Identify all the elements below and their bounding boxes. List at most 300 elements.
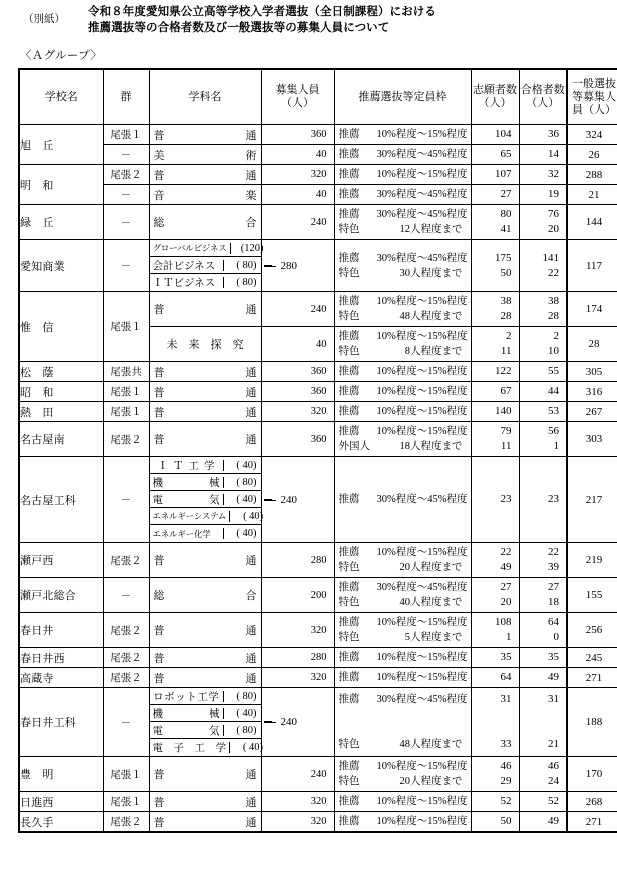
applicants-cell	[471, 185, 519, 205]
quota-kind: 推薦	[338, 331, 360, 342]
capacity-value-wrap	[262, 366, 334, 377]
general-capacity-value: 21	[588, 188, 600, 201]
gun-value: 尾張２	[103, 668, 149, 688]
capacity-value: 200	[310, 589, 327, 601]
quota-value: 20人程度まで	[399, 562, 463, 573]
gun-value: 尾張２	[103, 543, 149, 578]
quota-lines	[335, 125, 471, 144]
general-capacity-value: 28	[588, 338, 600, 350]
department-group-item	[150, 274, 261, 291]
school-name: 春日井西	[19, 648, 103, 668]
passed-lines	[520, 812, 567, 831]
passed-lines	[520, 402, 567, 421]
passed-cell	[519, 402, 567, 422]
capacity-value: 320	[310, 796, 327, 807]
applicants-value: 41	[500, 223, 512, 235]
col-header-school: 学校名	[19, 69, 103, 125]
applicants-lines	[472, 292, 519, 326]
passed-value: 2	[553, 330, 559, 342]
passed-lines	[520, 165, 567, 184]
applicants-value: 11	[500, 345, 512, 357]
col-header-general	[567, 69, 617, 125]
quota-lines	[335, 185, 471, 204]
general-capacity-cell	[567, 165, 617, 185]
quota-kind: 推薦	[338, 296, 360, 307]
quota-value: 20人程度まで	[399, 776, 463, 787]
passed-lines	[520, 205, 567, 239]
passed-value	[520, 707, 567, 722]
quota-kind: 特色	[338, 562, 360, 573]
quota-value: 30%程度～45%程度	[376, 189, 468, 200]
quota-cell	[334, 327, 471, 362]
col-header-passed-line2: （人）	[526, 97, 560, 109]
applicants-lines	[472, 490, 519, 509]
applicants-value: 38	[500, 295, 512, 307]
quota-cell	[334, 648, 471, 668]
department-cell	[149, 648, 261, 668]
table-row	[19, 578, 617, 613]
general-capacity-value: 324	[585, 128, 603, 141]
quota-kind: 特色	[338, 597, 360, 608]
passed-lines	[520, 578, 567, 612]
quota-cell	[334, 402, 471, 422]
col-header-general-line2: 等募集人	[572, 90, 616, 103]
passed-value: 49	[548, 815, 559, 827]
general-capacity-value: 170	[585, 768, 603, 780]
general-capacity-cell	[567, 125, 617, 145]
applicants-value: 122	[495, 365, 512, 377]
passed-value: 39	[548, 561, 559, 573]
table-row	[19, 422, 617, 457]
applicants-value: 35	[500, 651, 512, 663]
table-row	[19, 240, 617, 292]
gun-value: 尾張１	[103, 792, 149, 812]
capacity-cell	[261, 402, 334, 422]
capacity-cell	[261, 240, 334, 292]
applicants-value	[472, 722, 519, 737]
capacity-cell	[261, 613, 334, 648]
department-group-item	[150, 688, 261, 705]
department-group-item	[150, 739, 261, 756]
general-capacity-value: 117	[585, 259, 603, 272]
department-capacity: ( 40)	[223, 708, 261, 719]
passed-lines	[520, 792, 567, 811]
passed-cell	[519, 648, 567, 668]
department-group-item	[150, 240, 264, 257]
table-row	[19, 145, 617, 165]
applicants-cell	[471, 457, 519, 543]
department-capacity: ( 80)	[223, 691, 261, 702]
table-row	[19, 792, 617, 812]
capacity-value: 40	[316, 338, 327, 350]
capacity-value-wrap	[262, 769, 334, 780]
applicants-cell	[471, 812, 519, 833]
general-capacity-cell	[567, 688, 617, 757]
department-capacity: ( 40)	[223, 528, 261, 539]
quota-kind: 推薦	[338, 129, 360, 140]
applicants-value: 22	[500, 546, 512, 558]
quota-line	[335, 147, 471, 162]
passed-cell	[519, 578, 567, 613]
applicants-value: 52	[500, 795, 512, 807]
school-name: 名古屋南	[19, 422, 103, 457]
passed-cell	[519, 812, 567, 833]
department-name: Ｉ Ｔ 工 学	[157, 460, 215, 472]
gun-value: 尾張２	[103, 812, 149, 833]
quota-lines	[335, 382, 471, 401]
capacity-value-wrap	[262, 672, 334, 683]
quota-line	[335, 692, 471, 707]
quota-cell	[334, 812, 471, 833]
quota-kind: 推薦	[338, 189, 360, 200]
capacity-cell	[261, 668, 334, 688]
quota-value: 10%程度～15%程度	[376, 547, 468, 558]
applicants-lines	[472, 249, 519, 283]
general-capacity-value: 303	[585, 433, 603, 445]
school-name: 旭 丘	[19, 125, 103, 165]
department-name: 未 来 探 究	[166, 339, 244, 351]
school-name: 瀬戸北総合	[19, 578, 103, 613]
quota-cell	[334, 145, 471, 165]
general-capacity-cell	[567, 185, 617, 205]
capacity-value: 240	[310, 768, 327, 780]
general-capacity-cell	[567, 757, 617, 792]
capacity-cell	[261, 205, 334, 240]
passed-value: 22	[548, 266, 559, 279]
school-name: 瀬戸西	[19, 543, 103, 578]
applicants-cell	[471, 382, 519, 402]
gun-value: 尾張１	[103, 292, 149, 362]
applicants-cell	[471, 613, 519, 648]
department-capacity: ( 40)	[223, 460, 261, 471]
quota-line	[335, 207, 471, 222]
quota-kind: 推薦	[338, 366, 360, 377]
quota-cell	[334, 668, 471, 688]
quota-lines	[335, 327, 471, 361]
passed-lines	[520, 185, 567, 204]
passed-value: 53	[548, 405, 559, 417]
department-capacity: ( 40)	[223, 494, 261, 505]
general-capacity-value: 144	[585, 216, 603, 228]
department-group-item	[150, 474, 261, 491]
passed-cell	[519, 382, 567, 402]
quota-cell	[334, 613, 471, 648]
department-group-list	[150, 688, 261, 756]
quota-value: 10%程度～15%程度	[376, 386, 468, 397]
general-capacity-cell	[567, 668, 617, 688]
quota-lines	[335, 792, 471, 811]
applicants-value: 23	[500, 493, 512, 505]
capacity-cell	[261, 145, 334, 165]
capacity-value: 280	[310, 652, 327, 663]
capacity-cell	[261, 457, 334, 543]
quota-line	[335, 167, 471, 182]
passed-lines	[520, 543, 567, 577]
quota-cell	[334, 422, 471, 457]
col-header-general-line3: 員（人）	[572, 103, 616, 116]
gun-value: 尾張２	[103, 422, 149, 457]
department-name: 会計ビジネス	[152, 260, 216, 272]
quota-kind: 推薦	[338, 494, 360, 505]
document-title	[88, 5, 436, 36]
department-cell	[149, 668, 261, 688]
department-cell	[149, 543, 261, 578]
gun-value: 尾張共	[103, 362, 149, 382]
group-label: 〈Ａグループ〉	[20, 50, 103, 62]
school-name: 名古屋工科	[19, 457, 103, 543]
table-row	[19, 362, 617, 382]
quota-line	[335, 222, 471, 237]
applicants-cell	[471, 292, 519, 327]
quota-line	[335, 737, 471, 752]
passed-value: 22	[548, 546, 559, 558]
department-cell	[149, 578, 261, 613]
quota-line	[335, 294, 471, 309]
table-body	[19, 125, 617, 833]
quota-lines	[335, 757, 471, 791]
quota-kind: 推薦	[338, 209, 360, 220]
applicants-cell	[471, 668, 519, 688]
quota-kind: 推薦	[338, 761, 360, 772]
capacity-cell	[261, 812, 334, 833]
department-cell	[149, 240, 264, 292]
department-group-item	[150, 491, 261, 508]
department-capacity: ( 40)	[229, 511, 267, 522]
general-capacity-value: 188	[585, 716, 603, 728]
department-group-item	[150, 457, 261, 474]
department-name: 普 通	[153, 304, 257, 316]
department-cell	[149, 327, 261, 362]
passed-cell	[519, 668, 567, 688]
department-name: 普 通	[153, 434, 257, 446]
quota-value: 5人程度まで	[404, 632, 463, 643]
capacity-brace-cell	[262, 259, 334, 273]
applicants-value: 29	[500, 775, 512, 787]
department-name: 総 合	[153, 217, 257, 229]
quota-kind: 推薦	[338, 672, 360, 683]
applicants-cell	[471, 327, 519, 362]
passed-cell	[519, 125, 567, 145]
general-capacity-value: 268	[585, 795, 603, 808]
capacity-value-wrap	[262, 652, 334, 663]
quota-value: 10%程度～15%程度	[376, 406, 468, 417]
passed-cell	[519, 205, 567, 240]
col-header-capacity-line1: 募集人員	[275, 84, 320, 96]
general-capacity-cell	[567, 812, 617, 833]
department-cell	[149, 402, 261, 422]
quota-lines	[335, 648, 471, 667]
col-header-applicants-line2: （人）	[478, 97, 512, 109]
capacity-cell	[261, 792, 334, 812]
department-name: 普 通	[153, 406, 257, 419]
school-name: 高蔵寺	[19, 668, 103, 688]
group-brace-icon	[264, 499, 272, 501]
applicants-value: 140	[495, 405, 512, 417]
general-capacity-cell	[567, 145, 617, 165]
quota-cell	[334, 185, 471, 205]
department-name: 普 通	[153, 386, 257, 399]
applicants-cell	[471, 165, 519, 185]
quota-line	[335, 794, 471, 809]
quota-line	[335, 424, 471, 439]
capacity-value-wrap	[262, 304, 334, 315]
school-name: 惟 信	[19, 292, 103, 362]
table-row	[19, 125, 617, 145]
capacity-value-wrap	[262, 406, 334, 417]
passed-value: 21	[548, 738, 559, 750]
passed-lines	[520, 327, 567, 361]
capacity-value: 360	[310, 366, 327, 377]
general-capacity-value: 26	[588, 148, 600, 161]
quota-kind: 推薦	[338, 406, 360, 417]
department-group-item	[150, 508, 264, 525]
quota-line	[335, 266, 471, 281]
department-cell	[149, 812, 261, 833]
applicants-lines	[472, 402, 519, 421]
quota-value: 40人程度まで	[399, 597, 463, 608]
applicants-cell	[471, 205, 519, 240]
capacity-cell	[261, 578, 334, 613]
quota-lines	[335, 145, 471, 164]
table-row	[19, 185, 617, 205]
col-header-general-line1: 一般選抜	[572, 77, 616, 90]
applicants-cell	[471, 543, 519, 578]
quota-kind: 特色	[338, 776, 360, 787]
capacity-value-wrap	[262, 169, 334, 180]
capacity-value-wrap	[262, 217, 334, 228]
capacity-value: 240	[310, 216, 327, 228]
col-header-capacity-line2: （人）	[281, 97, 314, 109]
passed-cell	[519, 145, 567, 165]
quota-kind: 外国人	[338, 441, 370, 452]
quota-line	[335, 439, 471, 454]
table-row	[19, 812, 617, 833]
general-capacity-cell	[567, 205, 617, 240]
capacity-total: 240	[280, 716, 297, 728]
capacity-value-wrap	[262, 129, 334, 140]
attachment-label: （別紙）	[23, 14, 65, 25]
general-capacity-cell	[567, 578, 617, 613]
passed-cell	[519, 185, 567, 205]
passed-value: 36	[548, 128, 559, 140]
capacity-value: 360	[310, 129, 327, 140]
applicants-cell	[471, 792, 519, 812]
quota-line	[335, 545, 471, 560]
passed-value: 76	[548, 208, 559, 220]
department-name: エネルギー化学	[152, 528, 211, 539]
general-capacity-cell	[567, 543, 617, 578]
capacity-value: 360	[310, 386, 327, 397]
applicants-value: 65	[500, 148, 512, 160]
quota-line	[335, 384, 471, 399]
department-name: 機 械	[152, 477, 220, 489]
document-title-line2: 推薦選抜等の合格者数及び一般選抜等の募集人員について	[88, 21, 390, 34]
col-header-applicants-line1: 志願者数	[473, 84, 517, 96]
gun-value: －	[103, 578, 149, 613]
department-cell	[149, 165, 261, 185]
school-name: 昭 和	[19, 382, 103, 402]
passed-lines	[520, 249, 567, 283]
general-capacity-value: 217	[585, 493, 603, 506]
department-name: 電 子 工 学	[152, 743, 226, 754]
department-cell	[149, 792, 261, 812]
department-cell	[149, 185, 261, 205]
capacity-cell	[261, 327, 334, 362]
passed-lines	[520, 690, 567, 754]
applicants-value: 49	[500, 561, 512, 573]
applicants-value: 79	[500, 425, 512, 437]
capacity-value-wrap	[262, 555, 334, 566]
applicants-lines	[472, 185, 519, 204]
department-cell	[149, 688, 261, 757]
passed-value: 38	[548, 295, 559, 307]
table-row	[19, 165, 617, 185]
capacity-value: 280	[310, 554, 327, 566]
applicants-cell	[471, 125, 519, 145]
quota-value: 10%程度～15%程度	[376, 426, 468, 437]
capacity-cell	[261, 757, 334, 792]
department-name: エネルギーシステム	[152, 511, 227, 521]
applicants-lines	[472, 648, 519, 667]
quota-value: 10%程度～15%程度	[376, 652, 468, 663]
passed-value: 19	[548, 188, 559, 200]
passed-value: 18	[548, 596, 559, 608]
capacity-value: 40	[316, 189, 327, 200]
capacity-value-wrap	[262, 625, 334, 636]
group-brace-icon	[264, 265, 272, 267]
passed-value: 20	[548, 223, 559, 235]
quota-line	[335, 560, 471, 575]
quota-line	[335, 329, 471, 344]
capacity-value: 360	[310, 433, 327, 445]
school-name: 明 和	[19, 165, 103, 205]
passed-value: 27	[548, 581, 559, 593]
applicants-cell	[471, 422, 519, 457]
table-row	[19, 648, 617, 668]
quota-cell	[334, 792, 471, 812]
capacity-cell	[261, 292, 334, 327]
gun-value: －	[103, 688, 149, 757]
quota-kind: 特色	[338, 632, 360, 643]
quota-kind: 推薦	[338, 252, 360, 264]
general-capacity-cell	[567, 327, 617, 362]
table-row	[19, 292, 617, 327]
quota-cell	[334, 362, 471, 382]
general-capacity-cell	[567, 422, 617, 457]
quota-value: 30%程度～45%程度	[376, 582, 468, 593]
capacity-value-wrap	[262, 816, 334, 827]
applicants-value: 33	[500, 738, 512, 750]
quota-value: 10%程度～15%程度	[376, 366, 468, 377]
department-cell	[149, 205, 261, 240]
capacity-value: 40	[316, 149, 327, 160]
capacity-brace-cell	[262, 715, 334, 729]
passed-lines	[520, 668, 567, 687]
quota-line	[335, 580, 471, 595]
quota-value: 30%程度～45%程度	[376, 252, 468, 264]
applicants-value: 175	[495, 251, 512, 264]
table-row	[19, 688, 617, 757]
passed-lines	[520, 382, 567, 401]
capacity-value: 320	[310, 169, 327, 180]
quota-line	[335, 670, 471, 685]
quota-line	[335, 595, 471, 610]
quota-cell	[334, 757, 471, 792]
capacity-cell	[261, 165, 334, 185]
applicants-value: 80	[500, 208, 512, 220]
general-capacity-value: 155	[585, 589, 603, 601]
passed-lines	[520, 757, 567, 791]
